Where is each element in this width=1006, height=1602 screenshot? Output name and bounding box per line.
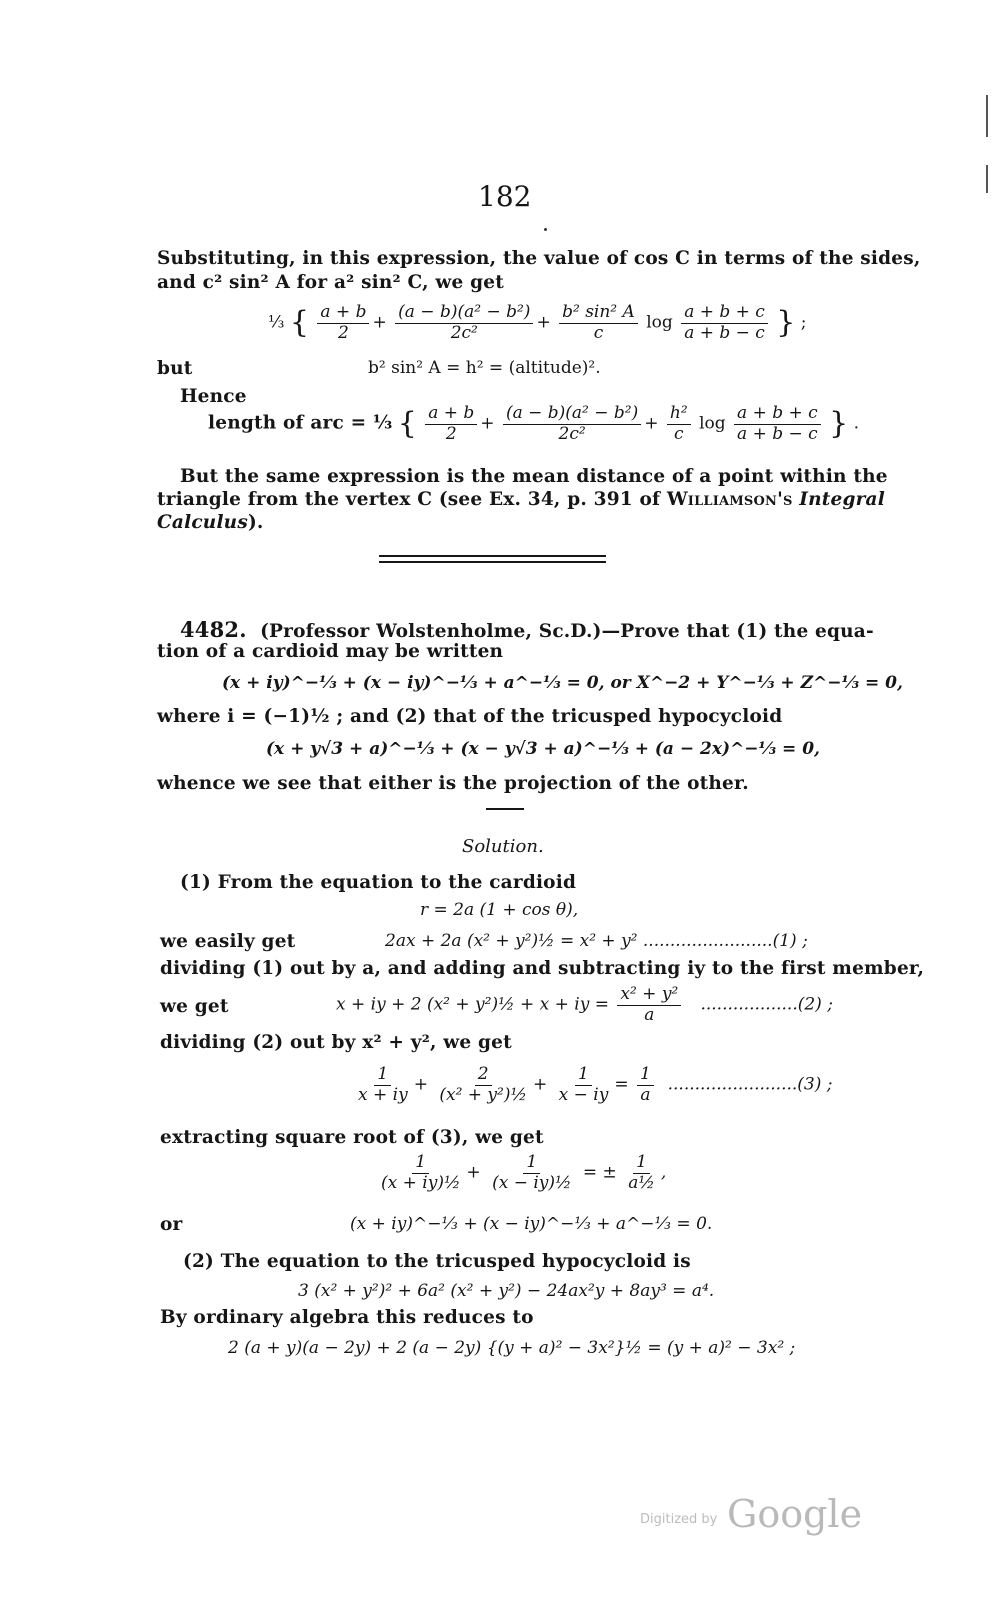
divider-top (379, 555, 606, 557)
eq1-coef: ⅓ (268, 312, 285, 333)
eq1-frac-3: $\frac{\text{b² sin² A}}{c}$ (559, 303, 638, 343)
problem-where: where i = (−1)½ ; and (2) that of the tricusped hypocycloid (157, 706, 783, 727)
solution-line-9: By ordinary algebra this reduces to (160, 1307, 534, 1328)
solution-eq-6: 3 (x² + y²)² + 6a² (x² + y²) − 24ax²y + 8ay³ = a⁴. (298, 1281, 715, 1301)
solution-line-8: (2) The equation to the tricusped hypocycloid is (183, 1251, 691, 1272)
intro-line-1: Substituting, in this expression, the value of cos C in terms of the sides, (157, 248, 921, 269)
eq1-frac-1: $\frac{a + b}{2}$ (317, 303, 369, 343)
problem-whence: whence we see that either is the projection of the other. (157, 773, 749, 794)
hence-label: Hence (180, 386, 247, 407)
eq1-log: log (646, 312, 673, 333)
or-label: or (160, 1214, 183, 1235)
eq2-frac-2: $\frac{\text{(a − b)(a² − b²)}}{\text{2c²}}$ (503, 404, 641, 444)
solution-line-7: extracting square root of (3), we get (160, 1127, 544, 1148)
solution-line-5-label: we get (160, 996, 229, 1017)
eq1-frac-4: $\frac{a + b + c}{a + b - c}$ (681, 303, 768, 343)
problem-equation-1: (x + iy)^−⅓ + (x − iy)^−⅓ + a^−⅓ = 0, or X^−2 + Y^−⅓ + Z^−⅓ = 0, (222, 673, 903, 693)
but-equation: b² sin² A = h² = (altitude)². (368, 358, 601, 378)
solution-eq-3: $\frac{1}{x + iy}$ + $\frac{2}{\text{(x² + y²)½}}$ + $\frac{1}{x - iy}$ = $\frac{1}{a}$ ........................(3) ; (358, 1064, 833, 1105)
solution-eq-1: 2ax + 2a (x² + y²)½ = x² + y² ........................(1) ; (385, 931, 808, 951)
problem-line-2: tion of a cardioid may be written (157, 641, 504, 662)
scan-mark-1 (986, 95, 988, 137)
solution-heading: Solution. (462, 836, 544, 857)
eq1-frac-2: $\frac{\text{(a − b)(a² − b²)}}{\text{2c²}}$ (395, 303, 533, 343)
google-logo: Google (727, 1492, 863, 1536)
eq2-frac-4: $\frac{a + b + c}{a + b - c}$ (734, 404, 821, 444)
eq2-frac-3: $\frac{\text{h²}}{c}$ (667, 404, 691, 444)
solution-eq-2: x + iy + 2 (x² + y²)½ + x + iy = $\frac{\text{x² + y²}}{a}$ ..................(2) ; (336, 984, 833, 1025)
para-line-1: But the same expression is the mean distance of a point within the (180, 466, 888, 487)
solution-eq-r: r = 2a (1 + cos θ), (420, 900, 579, 920)
para-line-2: triangle from the vertex C (see Ex. 34, p. 391 of Williamson's Integral (157, 489, 885, 510)
solution-line-4: dividing (1) out by a, and adding and subtracting iy to the first member, (160, 958, 925, 979)
solution-line-1: (1) From the equation to the cardioid (180, 872, 577, 893)
scan-mark-2 (986, 165, 988, 193)
solution-eq-4: $\frac{1}{\text{(x + iy)½}}$ + $\frac{1}{\text{(x − iy)½}}$ = ± $\frac{1}{\text{a½}}$ , (381, 1152, 667, 1193)
solution-line-3-label: we easily get (160, 931, 296, 952)
eq2-frac: $\frac{\text{x² + y²}}{a}$ (617, 985, 681, 1025)
eq2-log: log (699, 413, 726, 434)
eq2-brace-left: { (397, 406, 417, 442)
problem-line-1: 4482. (Professor Wolstenholme, Sc.D.)—Prove that (1) the equa- (180, 617, 874, 642)
short-rule (486, 808, 524, 810)
eq1-brace-left: { (289, 305, 309, 341)
eq2-brace-right: } (829, 406, 849, 442)
ink-dot (544, 228, 547, 231)
but-label: but (157, 358, 193, 379)
eq2-end: . (853, 413, 860, 434)
page-number: 182 (478, 180, 532, 213)
solution-eq-5: (x + iy)^−⅓ + (x − iy)^−⅓ + a^−⅓ = 0. (350, 1214, 713, 1234)
solution-eq-7: 2 (a + y)(a − 2y) + 2 (a − 2y) {(y + a)² − 3x²}½ = (y + a)² − 3x² ; (228, 1338, 796, 1358)
para-line-3: Calculus). (157, 512, 264, 533)
equation-1: ⅓ { $\frac{a + b}{2}$ + $\frac{\text{(a − b)(a² − b²)}}{\text{2c²}}$ + $\frac{\text{b² sin² A}}{c}$ log $\frac{a + b + c}{a + b - c}$ } ; (268, 302, 807, 343)
divider-bottom (379, 561, 606, 563)
problem-equation-2: (x + y√3 + a)^−⅓ + (x − y√3 + a)^−⅓ + (a − 2x)^−⅓ = 0, (266, 739, 820, 759)
eq2-frac-1: $\frac{a + b}{2}$ (425, 404, 477, 444)
solution-line-6: dividing (2) out by x² + y², we get (160, 1032, 512, 1053)
eq2-lhs: length of arc = ⅓ (208, 412, 393, 434)
eq1-brace-right: } (776, 305, 796, 341)
problem-number: 4482. (180, 617, 247, 642)
equation-2: length of arc = ⅓ { $\frac{a + b}{2}$ + $\frac{\text{(a − b)(a² − b²)}}{\text{2c²}}$ + $\frac{\text{h²}}{c}$ log $\frac{a + b + c}{a + b - c}$ } . (208, 403, 860, 444)
digitized-label: Digitized by (640, 1512, 718, 1527)
intro-line-2: and c² sin² A for a² sin² C, we get (157, 272, 504, 293)
eq1-end: ; (800, 312, 807, 333)
